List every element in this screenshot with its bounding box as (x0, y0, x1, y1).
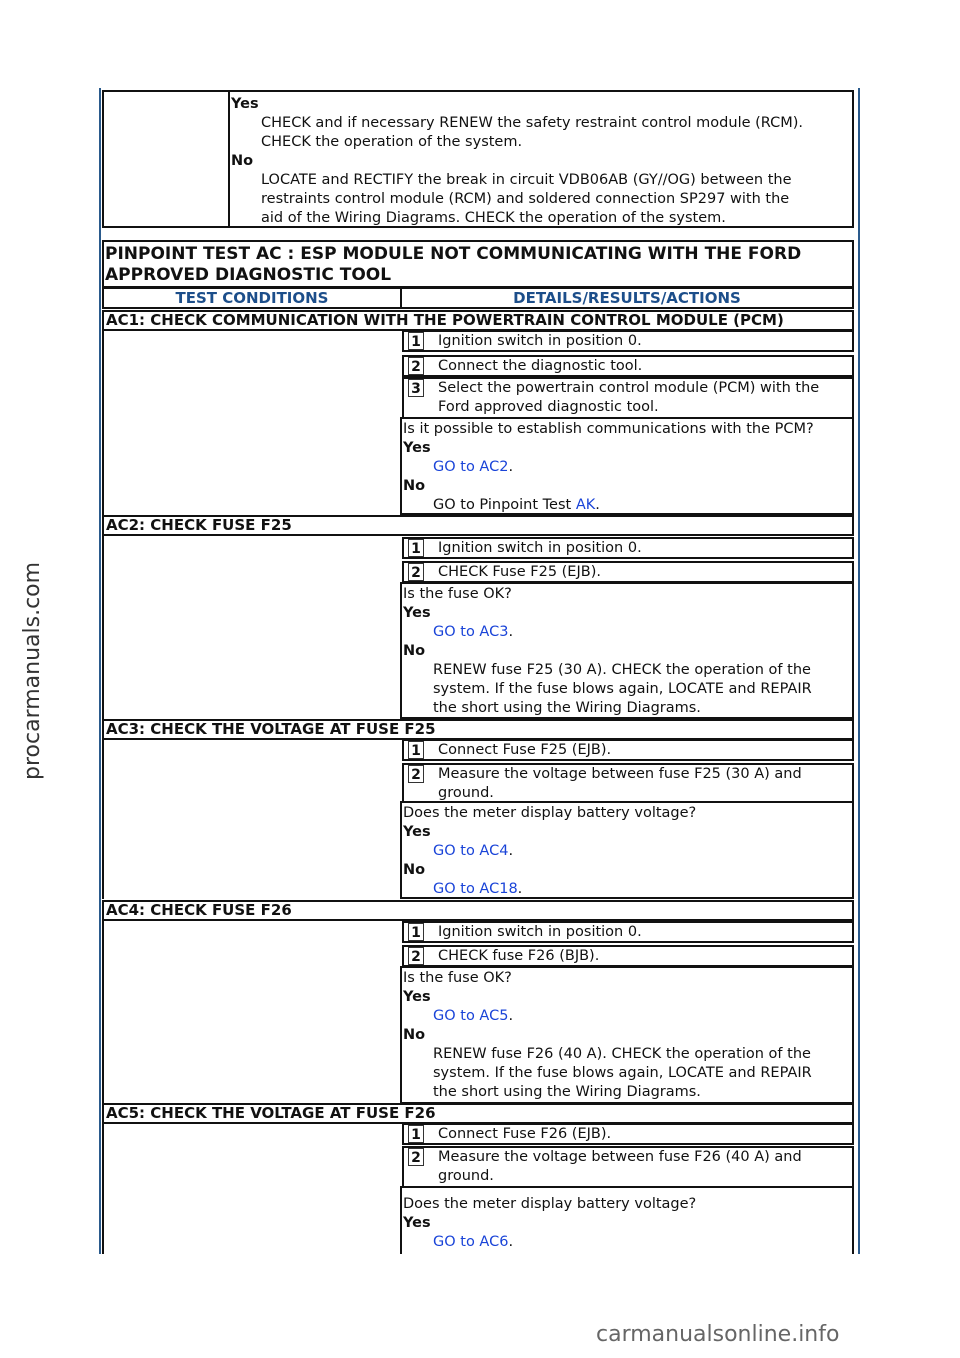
ac5-step-1 (402, 1123, 854, 1145)
step-number: 2 (408, 563, 424, 581)
ac3-step-1 (402, 739, 854, 761)
step-text: Ignition switch in position 0. (438, 333, 642, 349)
step-text: Measure the voltage between fuse F25 (30 A) and (438, 766, 802, 782)
ac2-yes-action: GO to AC3. (433, 624, 514, 640)
column-header-details: DETAILS/RESULTS/ACTIONS (513, 289, 741, 307)
ac1-no-action: GO to Pinpoint Test AK. (433, 497, 600, 513)
ac2-yes-label: Yes (403, 605, 431, 621)
ac3-no-link[interactable]: GO to AC18 (433, 881, 518, 897)
ac4-yes-link[interactable]: GO to AC5 (433, 1008, 509, 1024)
step-text: CHECK Fuse F25 (EJB). (438, 564, 601, 580)
ac2-no-line3: the short using the Wiring Diagrams. (433, 700, 701, 716)
ac1-question: Is it possible to establish communications with the PCM? (403, 421, 814, 437)
top-no-line1: LOCATE and RECTIFY the break in circuit VDB06AB (GY//OG) between the (261, 172, 792, 188)
top-no-line3: aid of the Wiring Diagrams. CHECK the operation of the system. (261, 210, 726, 226)
top-block-divider (228, 90, 230, 228)
step-text: Ignition switch in position 0. (438, 540, 642, 556)
top-yes-label: Yes (231, 96, 259, 112)
ac2-yes-link[interactable]: GO to AC3 (433, 624, 509, 640)
ac4-yes-label: Yes (403, 989, 431, 1005)
test-title-line1: PINPOINT TEST AC : ESP MODULE NOT COMMUNICATING WITH THE FORD (105, 244, 802, 264)
ac1-no-label: No (403, 478, 426, 494)
ac1-step-3 (402, 377, 854, 419)
ac2-title: AC2: CHECK FUSE F25 (102, 515, 854, 536)
step-text-line2: ground. (438, 785, 494, 801)
ac4-step-2 (402, 945, 854, 967)
ac5-question: Does the meter display battery voltage? (403, 1196, 697, 1212)
step-text: Connect Fuse F26 (EJB). (438, 1126, 612, 1142)
top-yes-line2: CHECK the operation of the system. (261, 134, 523, 150)
ac5-yes-label: Yes (403, 1215, 431, 1231)
ac2-step-1 (402, 537, 854, 559)
ac5-left-cell (102, 1123, 402, 1254)
step-number: 2 (408, 357, 424, 375)
ac3-no-action: GO to AC18. (433, 881, 523, 897)
ac1-yes-link[interactable]: GO to AC2 (433, 459, 509, 475)
ac2-no-line2: system. If the fuse blows again, LOCATE and REPAIR (433, 681, 812, 697)
step-number: 1 (408, 332, 424, 350)
step-number: 2 (408, 1148, 424, 1166)
step-text: Connect the diagnostic tool. (438, 358, 643, 374)
side-watermark: procarmanuals.com (20, 561, 45, 780)
ac2-step-2 (402, 561, 854, 583)
top-no-line2: restraints control module (RCM) and soldered connection SP297 with the (261, 191, 790, 207)
ac1-step-2 (402, 355, 854, 377)
step-number: 2 (408, 947, 424, 965)
step-number: 1 (408, 1125, 424, 1143)
step-number: 2 (408, 765, 424, 783)
ac1-left-cell (102, 330, 402, 516)
ac2-no-line1: RENEW fuse F25 (30 A). CHECK the operation of the (433, 662, 811, 678)
step-number: 1 (408, 923, 424, 941)
ac1-title: AC1: CHECK COMMUNICATION WITH THE POWERTRAIN CONTROL MODULE (PCM) (102, 310, 854, 331)
ac3-no-label: No (403, 862, 426, 878)
ac4-left-cell (102, 920, 402, 1104)
top-no-label: No (231, 153, 254, 169)
ac4-title: AC4: CHECK FUSE F26 (102, 900, 854, 921)
ac1-step-1 (402, 330, 854, 352)
ac2-question: Is the fuse OK? (403, 586, 512, 602)
ac3-yes-action: GO to AC4. (433, 843, 514, 859)
ac4-no-line1: RENEW fuse F26 (40 A). CHECK the operation of the (433, 1046, 811, 1062)
ac5-yes-action: GO to AC6. (433, 1234, 514, 1250)
left-margin-rule (99, 88, 101, 1254)
ac3-yes-label: Yes (403, 824, 431, 840)
step-number: 3 (408, 379, 424, 397)
ac1-no-link[interactable]: AK (575, 497, 596, 513)
ac3-yes-link[interactable]: GO to AC4 (433, 843, 509, 859)
step-text: Connect Fuse F25 (EJB). (438, 742, 612, 758)
ac3-question: Does the meter display battery voltage? (403, 805, 697, 821)
ac5-title: AC5: CHECK THE VOLTAGE AT FUSE F26 (102, 1103, 854, 1124)
top-yes-line1: CHECK and if necessary RENEW the safety restraint control module (RCM). (261, 115, 804, 131)
step-text-line2: Ford approved diagnostic tool. (438, 399, 659, 415)
ac3-left-cell (102, 739, 402, 899)
right-margin-rule (858, 88, 860, 1254)
ac4-yes-action: GO to AC5. (433, 1008, 514, 1024)
ac4-step-1 (402, 921, 854, 943)
ac4-no-label: No (403, 1027, 426, 1043)
step-text: CHECK fuse F26 (BJB). (438, 948, 600, 964)
step-number: 1 (408, 539, 424, 557)
ac1-yes-label: Yes (403, 440, 431, 456)
ac1-yes-action: GO to AC2. (433, 459, 514, 475)
ac2-no-label: No (403, 643, 426, 659)
column-header-conditions: TEST CONDITIONS (175, 289, 329, 307)
step-text: Ignition switch in position 0. (438, 924, 642, 940)
bottom-watermark: carmanualsonline.info (596, 1322, 840, 1347)
ac3-step-2 (402, 763, 854, 803)
ac2-left-cell (102, 535, 402, 719)
ac5-yes-link[interactable]: GO to AC6 (433, 1234, 509, 1250)
ac3-title: AC3: CHECK THE VOLTAGE AT FUSE F25 (102, 719, 854, 740)
step-text: Measure the voltage between fuse F26 (40 A) and (438, 1149, 802, 1165)
step-number: 1 (408, 741, 424, 759)
test-title-line2: APPROVED DIAGNOSTIC TOOL (105, 265, 392, 285)
ac5-step-2 (402, 1146, 854, 1188)
step-text-line2: ground. (438, 1168, 494, 1184)
ac4-question: Is the fuse OK? (403, 970, 512, 986)
ac4-no-line2: system. If the fuse blows again, LOCATE and REPAIR (433, 1065, 812, 1081)
ac4-no-line3: the short using the Wiring Diagrams. (433, 1084, 701, 1100)
step-text: Select the powertrain control module (PCM) with the (438, 380, 820, 396)
